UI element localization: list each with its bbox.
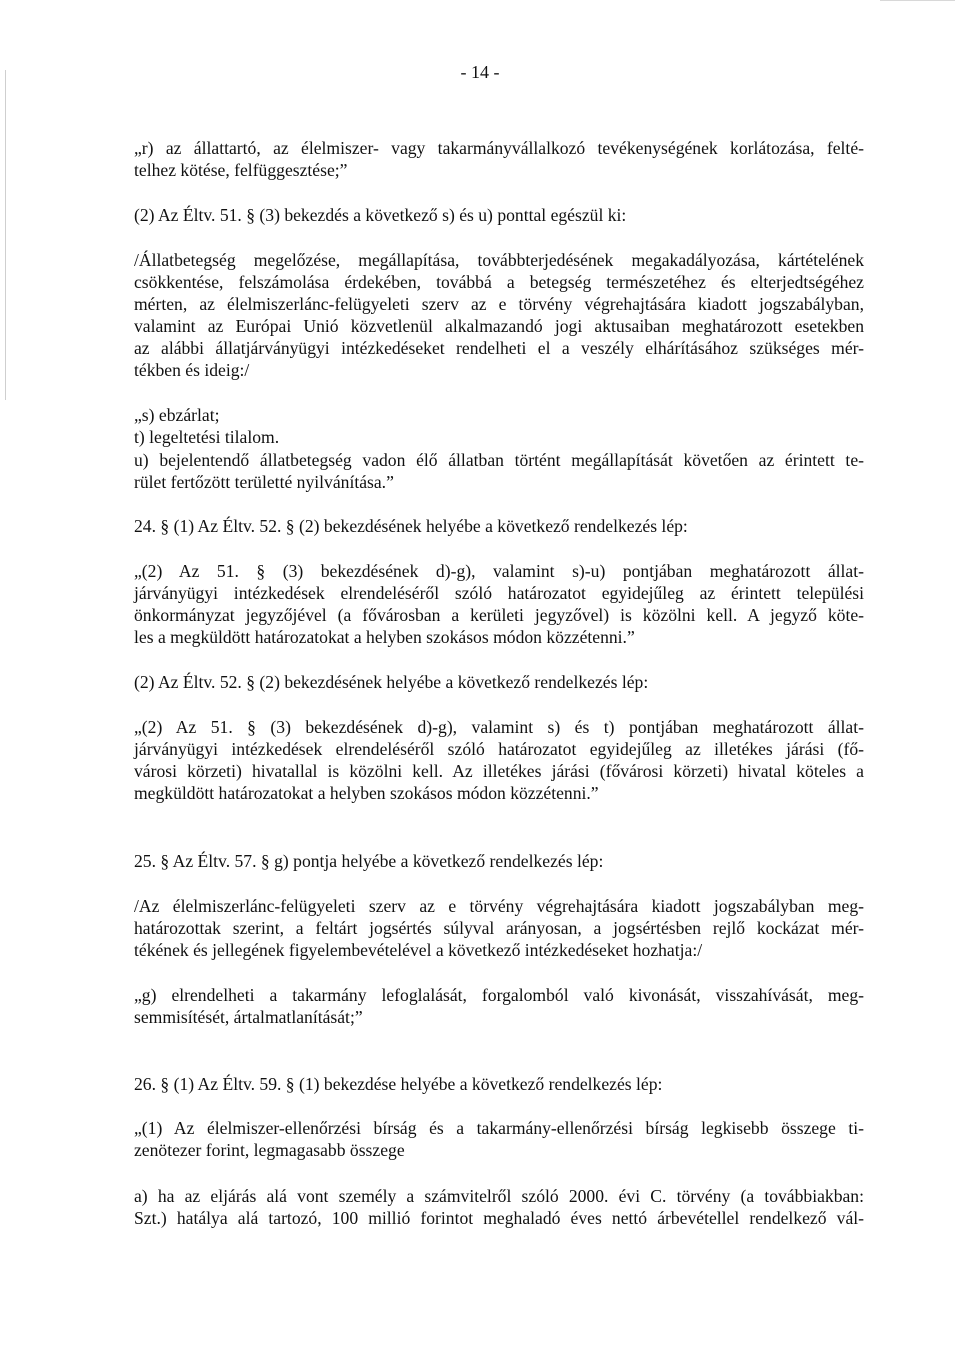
- text-line: t) legeltetési tilalom.: [134, 427, 280, 447]
- text-line: mérten, az élelmiszerlánc-felügyeleti szerv az e törvény végrehajtására kiadott jogszabályban,: [134, 294, 864, 314]
- text-line: határozottak szerint, a feltárt jogsértés súlyval arányosan, a jogsértésben rejlő kockázat mér-: [134, 918, 864, 938]
- text-line: városi körzeti) hivatallal is közölni kell. Az illetékes járási (fővárosi körzeti) hivatal köteles a: [134, 761, 864, 781]
- text-line: csökkentése, felszámolása érdekében, továbbá a betegség természetéhez és elterjedtségéhez: [134, 272, 864, 292]
- text-line: járványügyi intézkedések elrendeléséről szóló határozatot egyidejűleg az érintett települési: [134, 583, 864, 603]
- text-line: telhez kötése, felfüggesztése;”: [134, 160, 348, 180]
- text-line: Szt.) hatálya alá tartozó, 100 millió forintot meghaladó éves nettó árbevétellel rendelkező vál-: [134, 1208, 864, 1228]
- text-line: tékben és ideig:/: [134, 360, 250, 380]
- text-line: „s) ebzárlat;: [134, 405, 220, 425]
- text-line: a) ha az eljárás alá vont személy a számvitelről szóló 2000. évi C. törvény (a továbbiakban:: [134, 1186, 864, 1206]
- text-line: „r) az állattartó, az élelmiszer- vagy takarmányvállalkozó tevékenységének korlátozása, felté-: [134, 138, 864, 158]
- text-line: „g) elrendelheti a takarmány lefoglalását, forgalomból való kivonását, visszahívását, meg-: [134, 985, 864, 1005]
- text-line: u) bejelentendő állatbetegség vadon élő állatban történt megállapítását követően az érintett te-: [134, 450, 864, 470]
- page-number: - 14 -: [460, 62, 500, 82]
- text-line: „(2) Az 51. § (3) bekezdésének d)-g), valamint s)-u) pontjában meghatározott állat-: [134, 561, 864, 581]
- text-line: /Állatbetegség megelőzése, megállapítása, továbbterjedésének megakadályozása, kártételének: [134, 250, 864, 270]
- section-heading: 24. § (1) Az Éltv. 52. § (2) bekezdésének helyébe a következő rendelkezés lép:: [134, 516, 688, 536]
- text-line: semmisítését, ártalmatlanítását;”: [134, 1007, 363, 1027]
- text-line: zenötezer forint, legmagasabb összege: [134, 1140, 405, 1160]
- text-line: (2) Az Éltv. 51. § (3) bekezdés a következő s) és u) ponttal egészül ki:: [134, 205, 627, 225]
- section-heading: (2) Az Éltv. 52. § (2) bekezdésének helyébe a következő rendelkezés lép:: [134, 672, 649, 692]
- text-line: „(2) Az 51. § (3) bekezdésének d)-g), valamint s) és t) pontjában meghatározott állat-: [134, 717, 864, 737]
- section-heading: 25. § Az Éltv. 57. § g) pontja helyébe a következő rendelkezés lép:: [134, 851, 604, 871]
- text-line: valamint az Európai Unió közvetlenül alkalmazandó jogi aktusaiban meghatározott esetekben: [134, 316, 864, 336]
- scan-edge-line: [880, 0, 955, 1]
- text-line: megküldött határozatokat a helyben szokásos módon közzétenni.”: [134, 783, 599, 803]
- text-line: les a megküldött határozatokat a helyben szokásos módon közzétenni.”: [134, 627, 635, 647]
- text-line: önkormányzat jegyzőjével (a fővárosban a kerületi jegyzővel) is közölni kell. A jegyző köte-: [134, 605, 864, 625]
- text-line: „(1) Az élelmiszer-ellenőrzési bírság és a takarmány-ellenőrzési bírság legkisebb összege ti-: [134, 1118, 864, 1138]
- text-line: rület fertőzött területté nyilvánítása.”: [134, 472, 394, 492]
- text-line: /Az élelmiszerlánc-felügyeleti szerv az e törvény végrehajtására kiadott jogszabályban meg-: [134, 896, 864, 916]
- text-line: tékének és jellegének figyelembevételével a következő intézkedéseket hozhatja:/: [134, 940, 703, 960]
- scan-margin-line: [5, 70, 6, 400]
- text-line: járványügyi intézkedések elrendeléséről szóló határozatot egyidejűleg az illetékes járási (fő-: [134, 739, 864, 759]
- text-line: az alábbi állatjárványügyi intézkedéseket rendelheti el a veszély elhárításához szükséges mér-: [134, 338, 864, 358]
- section-heading: 26. § (1) Az Éltv. 59. § (1) bekezdése helyébe a következő rendelkezés lép:: [134, 1074, 663, 1094]
